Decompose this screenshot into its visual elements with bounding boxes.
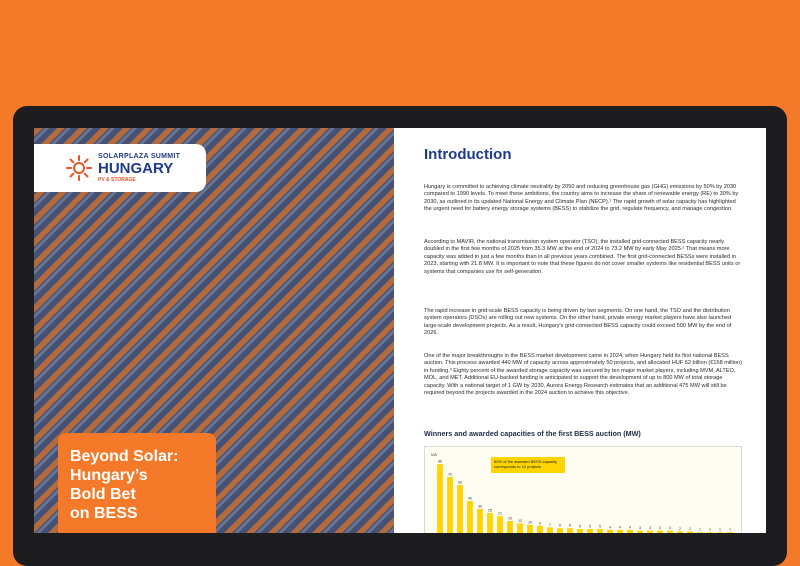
bar-value-label: 4: [609, 525, 611, 530]
bar-value-label: 70: [448, 472, 452, 477]
chart-bar: [457, 485, 463, 533]
bar-value-label: 5: [599, 524, 601, 529]
bar-value-label: 40: [468, 496, 472, 501]
chart-bar: [437, 464, 443, 533]
cover-title-line-3: Bold Bet: [70, 486, 136, 503]
bar-value-label: 3: [639, 526, 641, 531]
cover-title-line-4: on BESS: [70, 505, 138, 522]
bar-value-label: 12: [518, 518, 522, 523]
cover-title-card: [58, 433, 216, 533]
bar-value-label: 5: [589, 524, 591, 529]
logo-country: HUNGARY: [98, 160, 174, 177]
cover-panel: [34, 128, 394, 533]
chart-bar: [477, 509, 483, 533]
chart-bar: [557, 528, 563, 533]
chart-bar: [587, 529, 593, 533]
bar-value-label: 6: [559, 523, 561, 528]
bar-chart: [424, 446, 742, 533]
bar-value-label: 3: [669, 526, 671, 531]
bar-value-label: 2: [679, 526, 681, 531]
bar-value-label: 1: [719, 527, 721, 532]
paragraph-4: One of the major breakthroughs in the BESS market development came in 2024, when Hungary held its first national BESS auction. This process awarded 440 MW of capacity across approximately 50 projects, and allocated HUF 62 billion (€158 million) in funding.³ Eighty percent of the awarded storage capacity was secured by ten major market players, including MVM, ALTEO, MOL, and MET. Additional EU-backed funding is anticipated to support the development of up to 800 MW of total storage capacity. With a national target of 1 GW by 2030, Aurora Energy Research estimates that an additional 475 MW will still be required beyond the projects awarded in the 2024 auction to achieve this objective.: [424, 353, 742, 397]
chart-title: Winners and awarded capacities of the first BESS auction (MW): [424, 429, 641, 438]
sun-icon: [66, 155, 92, 181]
paragraph-1: Hungary is committed to achieving climate neutrality by 2050 and reducing greenhouse gas (GHG) emissions by 50% by 2030 compared to 1990 levels. To meet these ambitions, the country aims to increase the share of renewable energy (RE) to 30% by 2030, as outlined in its updated National Energy and Climate Plan (NECP).¹ The rapid growth of solar capacity has highlighted the urgent need for battery energy storage systems (BESS) to stabilize the grid, regulate frequency, and manage congestion.: [424, 184, 739, 213]
chart-bar: [507, 521, 513, 533]
chart-bar: [547, 527, 553, 533]
chart-annotation: 80% of the awarded BESS capacity corresponds to 10 projects: [491, 457, 565, 473]
chart-bar: [537, 526, 543, 533]
bar-value-label: 3: [649, 526, 651, 531]
bar-value-label: 1: [709, 527, 711, 532]
chart-bar: [447, 477, 453, 533]
bar-value-label: 15: [508, 516, 512, 521]
chart-bar: [567, 528, 573, 533]
y-axis-label: MW: [431, 453, 438, 457]
bar-value-label: 3: [659, 526, 661, 531]
logo-brand: SOLARPLAZA SUMMIT: [98, 153, 181, 160]
cover-title-line-2: Hungary’s: [70, 467, 148, 484]
chart-bar: [467, 501, 473, 533]
paragraph-3: The rapid increase in grid-scale BESS capacity is being driven by two segments. On one hand, the TSO and the distribution system operators (DSOs) are rolling out new systems. On the other hand, private energy market players have also launched large-scale development projects. As a result, Hungary's grid-connected BESS capacity could exceed 500 MW by the end of 2026.: [424, 308, 732, 337]
bar-value-label: 21: [498, 511, 502, 516]
bar-value-label: 1: [729, 527, 731, 532]
bar-value-label: 25: [488, 508, 492, 513]
chart-bar: [577, 529, 583, 533]
bar-value-label: 6: [569, 523, 571, 528]
screen: [34, 128, 766, 533]
bar-value-label: 9: [539, 521, 541, 526]
bar-value-label: 86: [438, 459, 442, 464]
chart-bar: [497, 516, 503, 533]
cover-title-line-1: Beyond Solar:: [70, 448, 179, 465]
paragraph-2: According to MAVIR, the national transmission system operator (TSO), the installed grid-connected BESS capacity nearly doubled in the first few months of 2025 from 35.3 MW at the end of 2024 to 73.2 MW by early May 2025.² That means more capacity was added in just a few months than in all previous years combined. The first grid-connected BESSs were installed in 2023, starting with 21.8 MW. It is important to note that these figures do not cover smaller systems like residential BESS units or systems that companies use for self-generation.: [424, 239, 741, 275]
bar-chart-svg: [425, 447, 741, 533]
chart-bar: [597, 529, 603, 533]
document-page: [394, 128, 766, 533]
bar-value-label: 2: [689, 526, 691, 531]
chart-bar: [517, 523, 523, 533]
bar-value-label: 10: [528, 520, 532, 525]
bar-value-label: 60: [458, 480, 462, 485]
bar-value-label: 4: [619, 525, 621, 530]
bar-value-label: 5: [579, 524, 581, 529]
chart-bar: [487, 513, 493, 533]
logo-subtitle: PV & STORAGE: [98, 177, 136, 183]
event-logo: [34, 144, 206, 192]
chart-bar: [527, 525, 533, 533]
bar-value-label: 30: [478, 504, 482, 509]
bar-value-label: 7: [549, 522, 551, 527]
page-heading: Introduction: [424, 146, 512, 163]
bar-value-label: 1: [699, 527, 701, 532]
bar-value-label: 4: [629, 525, 631, 530]
